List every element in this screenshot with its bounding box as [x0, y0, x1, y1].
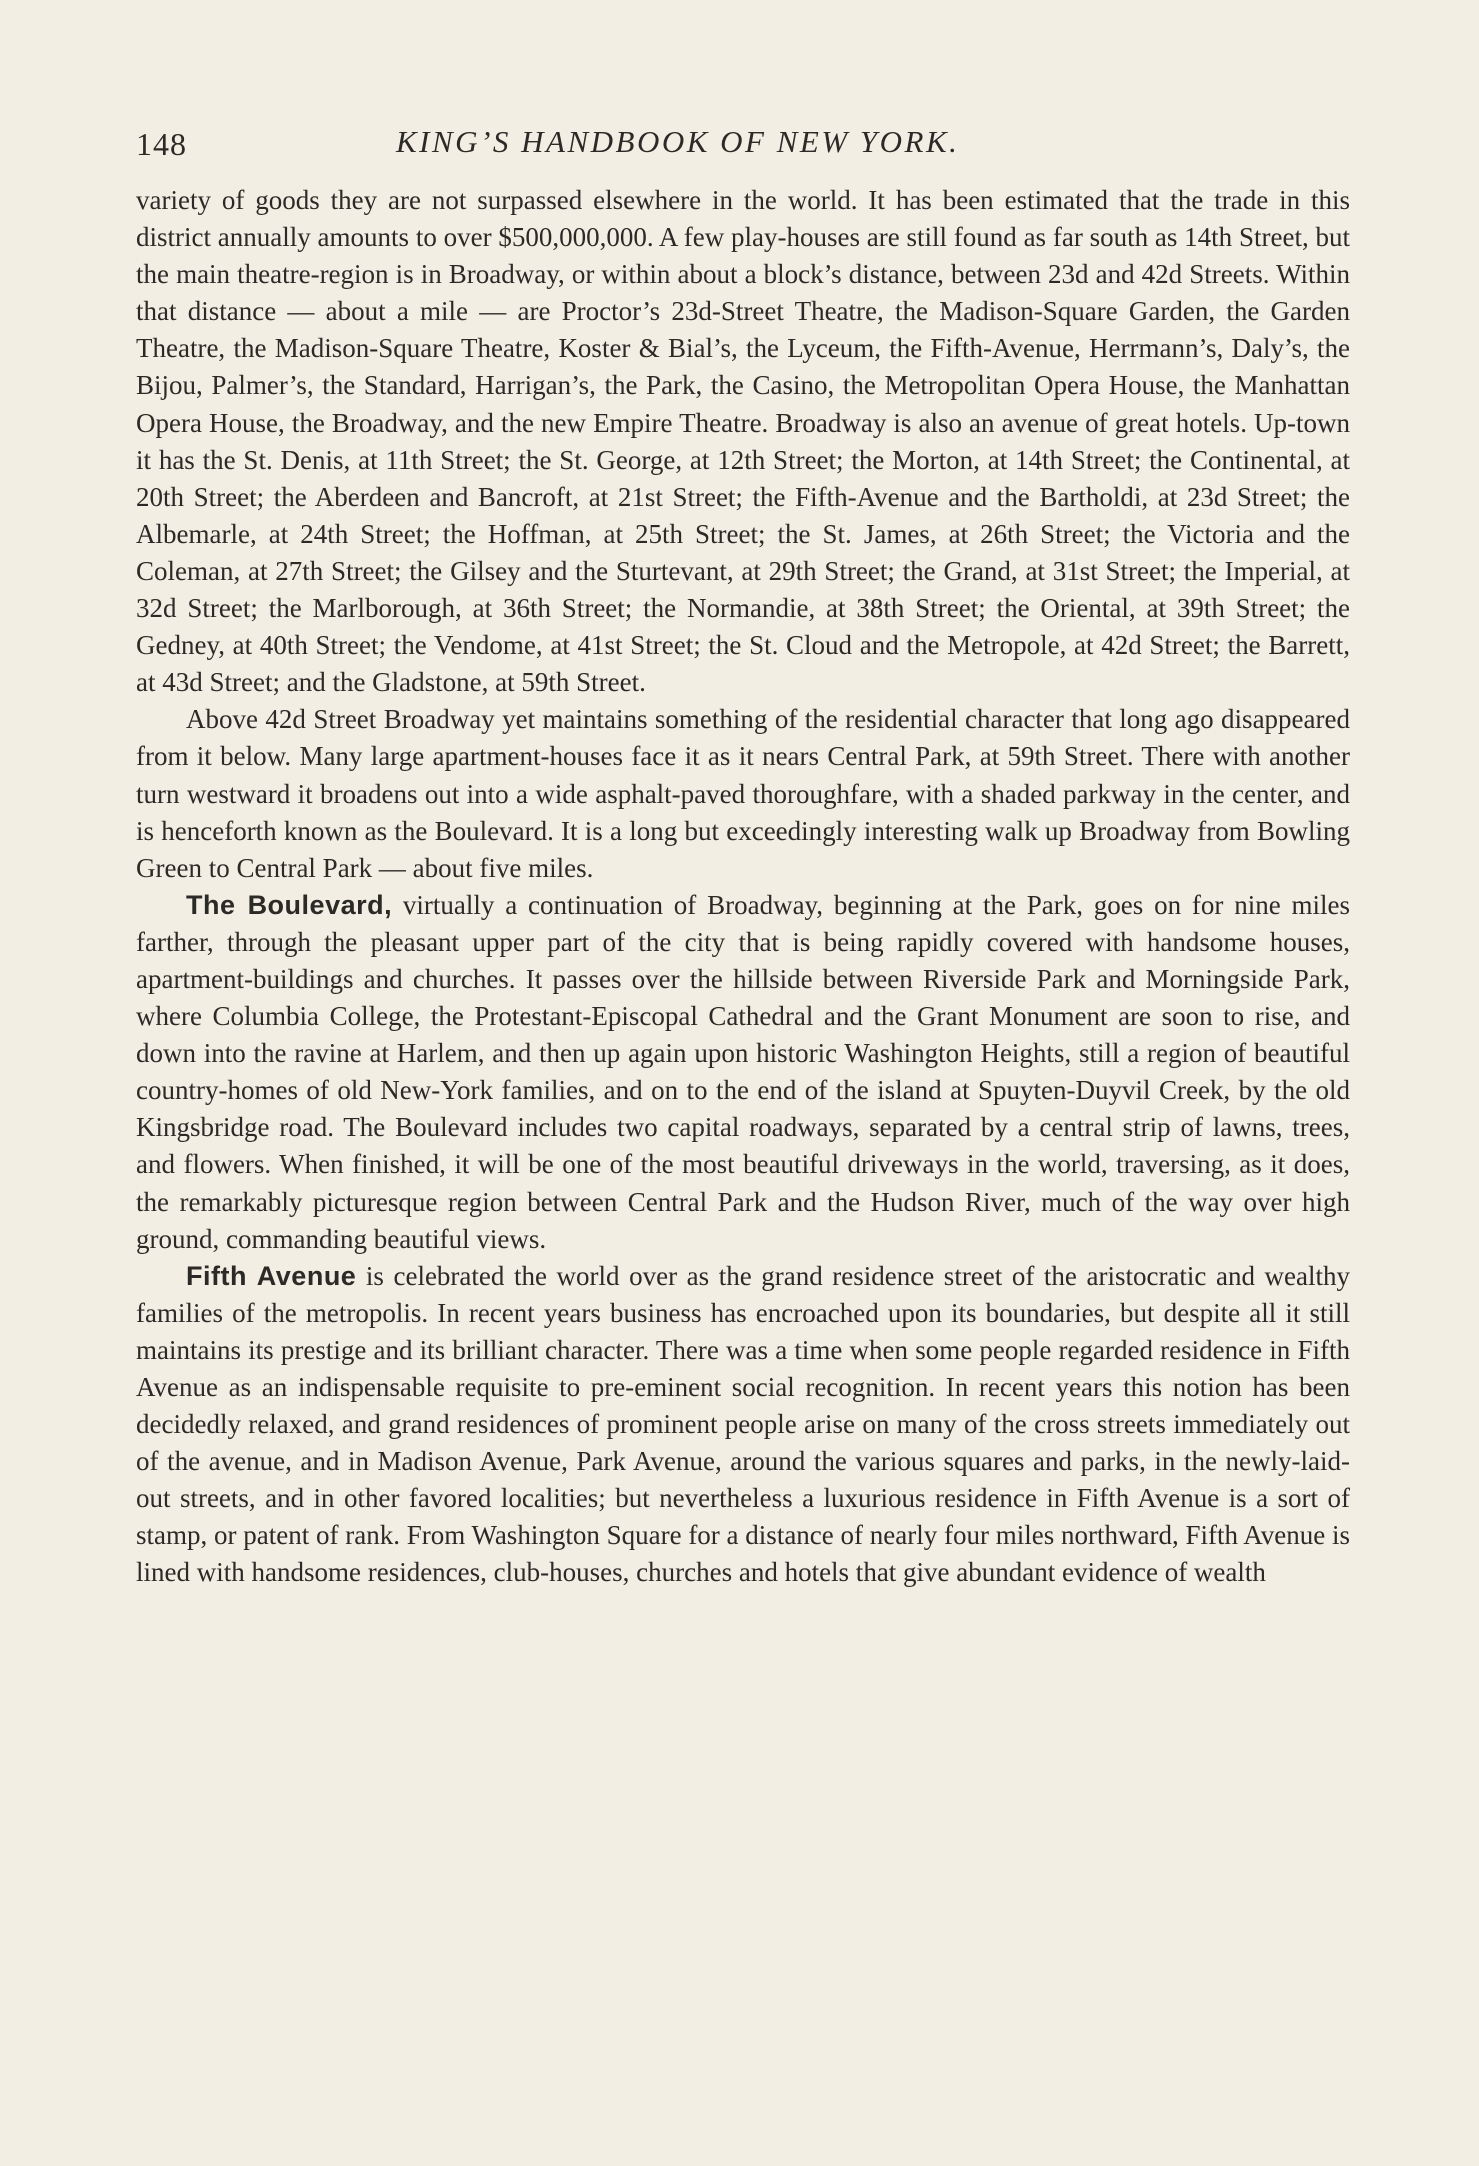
paragraph-above-42d-street — [136, 701, 1350, 886]
paragraph-broadway-theatres-hotels — [136, 182, 1350, 701]
running-header — [136, 118, 1350, 168]
page-number: 148 — [136, 126, 187, 162]
paragraph-fifth-avenue — [136, 1258, 1350, 1592]
paragraph-text: Above 42d Street Broadway yet maintains something of the residential character that long ago disappeared from it below. Many large apartment-houses face it as it nears Central Park, at 59th Street. There with another turn westward it broadens out into a wide asphalt-paved thoroughfare, with a shaded parkway in the center, and is henceforth known as the Boulevard. It is a long but exceedingly interesting walk up Broadway from Bowling Green to Central Park — about five miles. — [136, 704, 1350, 883]
paragraph-text: variety of goods they are not surpassed elsewhere in the world. It has been estimated that the trade in this district annually amounts to over $500,000,000. A few play-houses are still found as far south as 14th Street, but the main theatre-region is in Broadway, or within about a block’s distance, between 23d and 42d Streets. Within that distance — about a mile — are Proctor’s 23d-Street Theatre, the Madison-Square Garden, the Garden Theatre, the Madison-Square Theatre, Koster & Bial’s, the Lyceum, the Fifth-Avenue, Herrmann’s, Daly’s, the Bijou, Palmer’s, the Standard, Harrigan’s, the Park, the Casino, the Metropolitan Opera House, the Manhattan Opera House, the Broadway, and the new Empire Theatre. Broadway is also an avenue of great hotels. Up-town it has the St. Denis, at 11th Street; the St. George, at 12th Street; the Morton, at 14th Street; the Continental, at 20th Street; the Aberdeen and Bancroft, at 21st Street; the Fifth-Avenue and the Bartholdi, at 23d Street; the Albemarle, at 24th Street; the Hoffman, at 25th Street; the St. James, at 26th Street; the Victoria and the Coleman, at 27th Street; the Gilsey and the Sturtevant, at 29th Street; the Grand, at 31st Street; the Imperial, at 32d Street; the Marlborough, at 36th Street; the Normandie, at 38th Street; the Oriental, at 39th Street; the Gedney, at 40th Street; the Vendome, at 41st Street; the St. Cloud and the Metropole, at 42d Street; the Barrett, at 43d Street; and the Gladstone, at 59th Street. — [136, 185, 1350, 698]
paragraph-the-boulevard — [136, 887, 1350, 1258]
section-lead-heading: Fifth Avenue — [186, 1260, 357, 1291]
paragraph-text: virtually a continuation of Broadway, beginning at the Park, goes on for nine miles farther, through the pleasant upper part of the city that is being rapidly covered with handsome houses, apartment-buildings and churches. It passes over the hillside between Riverside Park and Morningside Park, where Columbia College, the Protestant-Episcopal Cathedral and the Grant Monument are soon to rise, and down into the ravine at Harlem, and then up again upon historic Washington Heights, still a region of beautiful country-homes of old New-York families, and on to the end of the island at Spuyten-Duyvil Creek, by the old Kingsbridge road. The Boulevard includes two capital roadways, separated by a central strip of lawns, trees, and flowers. When finished, it will be one of the most beautiful driveways in the world, traversing, as it does, the remarkably picturesque region between Central Park and the Hudson River, much of the way over high ground, commanding beautiful views. — [136, 889, 1351, 1254]
book-page — [136, 118, 1350, 1592]
section-lead-heading: The Boulevard, — [186, 889, 393, 920]
paragraph-text: is celebrated the world over as the grand residence street of the aristocratic and wealthy families of the metropolis. In recent years business has encroached upon its boundaries, but despite all it still maintains its prestige and its brilliant character. There was a time when some people regarded residence in Fifth Avenue as an indispensable requisite to pre-eminent social recognition. In recent years this notion has been decidedly relaxed, and grand residences of prominent people arise on many of the cross streets immediately out of the avenue, and in Madison Avenue, Park Avenue, around the various squares and parks, in the newly-laid-out streets, and in other favored localities; but nevertheless a luxurious residence in Fifth Avenue is a sort of stamp, or patent of rank. From Washington Square for a distance of nearly four miles northward, Fifth Avenue is lined with handsome residences, club-houses, churches and hotels that give abundant evidence of wealth — [136, 1260, 1351, 1588]
running-title: KING’S HANDBOOK OF NEW YORK. — [396, 124, 960, 159]
